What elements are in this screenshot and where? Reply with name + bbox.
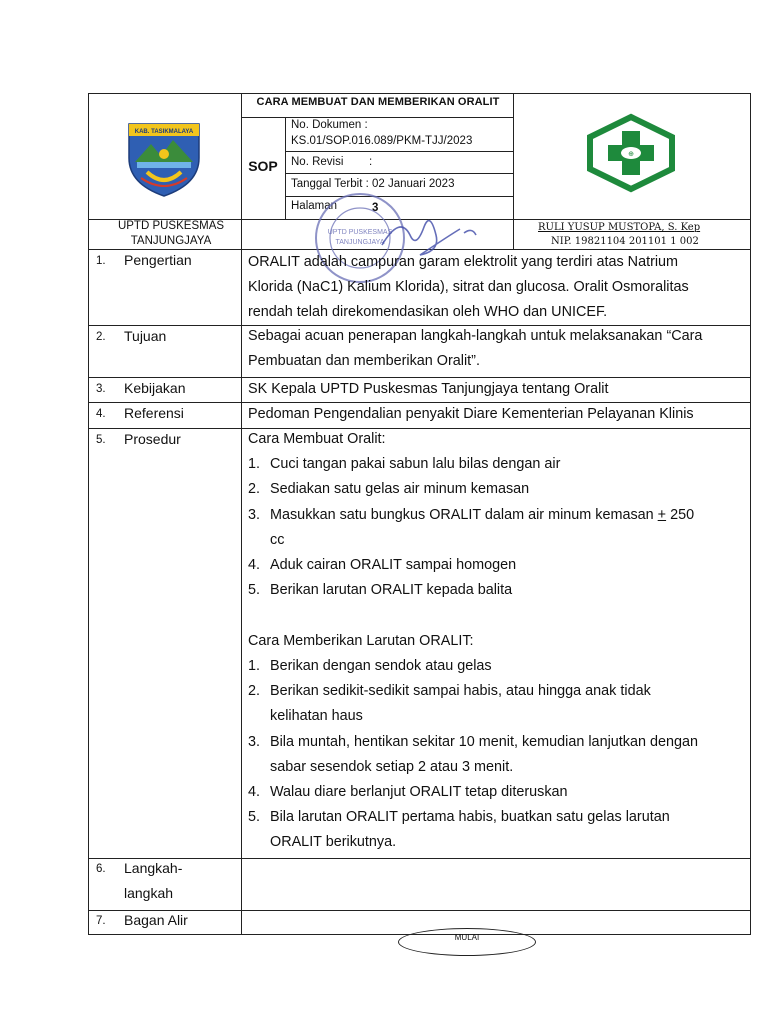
revision-number: No. Revisi : (291, 156, 373, 168)
row-label-langkah-2: langkah (124, 885, 174, 901)
row-label-referensi: Referensi (124, 405, 184, 421)
procedure-heading-giving: Cara Memberikan Larutan ORALIT: (248, 633, 474, 649)
policy-text: SK Kepala UPTD Puskesmas Tanjungjaya tentang Oralit (248, 381, 609, 397)
sop-label: SOP (248, 158, 278, 174)
row-number: 5. (96, 434, 106, 446)
row-number: 4. (96, 408, 106, 420)
doc-number-value: KS.01/SOP.016.089/PKM-TJJ/2023 (291, 135, 473, 147)
org-line-2: TANJUNGJAYA (130, 235, 212, 247)
list-number: 1. (248, 658, 261, 674)
page-value: 3 (372, 202, 379, 214)
text-line: rendah telah direkomendasikan oleh WHO dan UNICEF. (248, 304, 608, 320)
list-text: Berikan larutan ORALIT kepada balita (270, 582, 513, 598)
doc-number-label: No. Dokumen : (291, 119, 368, 131)
list-text: Sediakan satu gelas air minum kemasan (270, 481, 530, 497)
regency-emblem-logo (123, 118, 205, 198)
text-line: Pembuatan dan memberikan Oralit”. (248, 353, 480, 369)
list-text: Walau diare berlanjut ORALIT tetap diteruskan (270, 784, 568, 800)
signer-block (538, 221, 700, 249)
row-number: 6. (96, 863, 106, 875)
organization-name (96, 219, 246, 249)
list-text-main: Masukkan satu bungkus ORALIT dalam air minum kemasan (270, 507, 654, 523)
stamp-text-bottom: TANJUNGJAYA (335, 239, 385, 246)
row-label-kebijakan: Kebijakan (124, 380, 186, 396)
list-text: Bila larutan ORALIT pertama habis, buatkan satu gelas larutan (270, 809, 670, 825)
list-text: Berikan sedikit-sedikit sampai habis, atau hingga anak tidak (270, 683, 651, 699)
purpose-text (248, 324, 743, 374)
row-label-pengertian: Pengertian (124, 252, 192, 268)
list-text: Berikan dengan sendok atau gelas (270, 658, 492, 674)
signer-nip: NIP. 19821104 201101 1 002 (551, 236, 699, 247)
signer-name: RULI YUSUP MUSTOPA, S. Kep (538, 222, 701, 233)
text-line: Sebagai acuan penerapan langkah-langkah untuk melaksanakan “Cara (248, 328, 703, 344)
row-number: 7. (96, 915, 106, 927)
reference-text: Pedoman Pengendalian penyakit Diare Kementerian Pelayanan Klinis (248, 406, 694, 422)
list-number: 3. (248, 734, 261, 750)
list-text: Bila muntah, hentikan sekitar 10 menit, kemudian lanjutkan dengan (270, 734, 698, 750)
list-number: 5. (248, 809, 261, 825)
logo-banner-text: KAB. TASIKMALAYA (134, 129, 194, 135)
stamp-text-top: UPTD PUSKESMAS (327, 229, 393, 236)
list-number: 2. (248, 481, 261, 497)
definition-text (248, 250, 743, 325)
row-number: 1. (96, 255, 106, 267)
text-line: ORALIT adalah campuran garam elektrolit yang terdiri atas Natrium (248, 254, 679, 270)
procedure-heading-making: Cara Membuat Oralit: (248, 431, 386, 447)
list-text-continuation: ORALIT berikutnya. (270, 834, 397, 850)
list-number: 3. (248, 507, 261, 523)
row-label-bagan-alir: Bagan Alir (124, 912, 188, 928)
list-number: 4. (248, 557, 261, 573)
list-text: Aduk cairan ORALIT sampai homogen (270, 557, 517, 573)
list-number: 4. (248, 784, 261, 800)
flowchart-start-node: MULAI (398, 928, 536, 956)
divider (285, 173, 513, 174)
list-text: Cuci tangan pakai sabun lalu bilas dengan air (270, 456, 561, 472)
divider (241, 117, 513, 118)
row-number: 2. (96, 331, 106, 343)
volume-amount: 250 (670, 507, 695, 523)
text-line: Klorida (NaC1) Kalium Klorida), sitrat dan glucosa. Oralit Osmoralitas (248, 279, 689, 295)
row-label-prosedur: Prosedur (124, 431, 181, 447)
page-label: Halaman (291, 200, 338, 212)
document-title: CARA MEMBUAT DAN MEMBERIKAN ORALIT (256, 96, 500, 108)
list-text-continuation: cc (270, 532, 285, 548)
row-label-tujuan: Tujuan (124, 328, 167, 344)
list-number: 1. (248, 456, 261, 472)
row-number: 3. (96, 383, 106, 395)
list-text (270, 503, 740, 528)
list-text-continuation: sabar sesendok setiap 2 atau 3 menit. (270, 759, 514, 775)
plus-minus-sign: + (657, 507, 667, 523)
issue-date: Tanggal Terbit : 02 Januari 2023 (291, 178, 455, 190)
puskesmas-logo (586, 113, 676, 193)
divider (513, 93, 514, 250)
divider (285, 151, 513, 152)
org-line-1: UPTD PUSKESMAS (117, 220, 225, 232)
divider (241, 250, 242, 935)
svg-text:⊕: ⊕ (628, 151, 634, 158)
divider (88, 858, 751, 859)
divider (285, 117, 286, 219)
list-number: 5. (248, 582, 261, 598)
list-text-continuation: kelihatan haus (270, 708, 363, 724)
row-label-langkah-1: Langkah- (124, 860, 183, 876)
list-number: 2. (248, 683, 261, 699)
